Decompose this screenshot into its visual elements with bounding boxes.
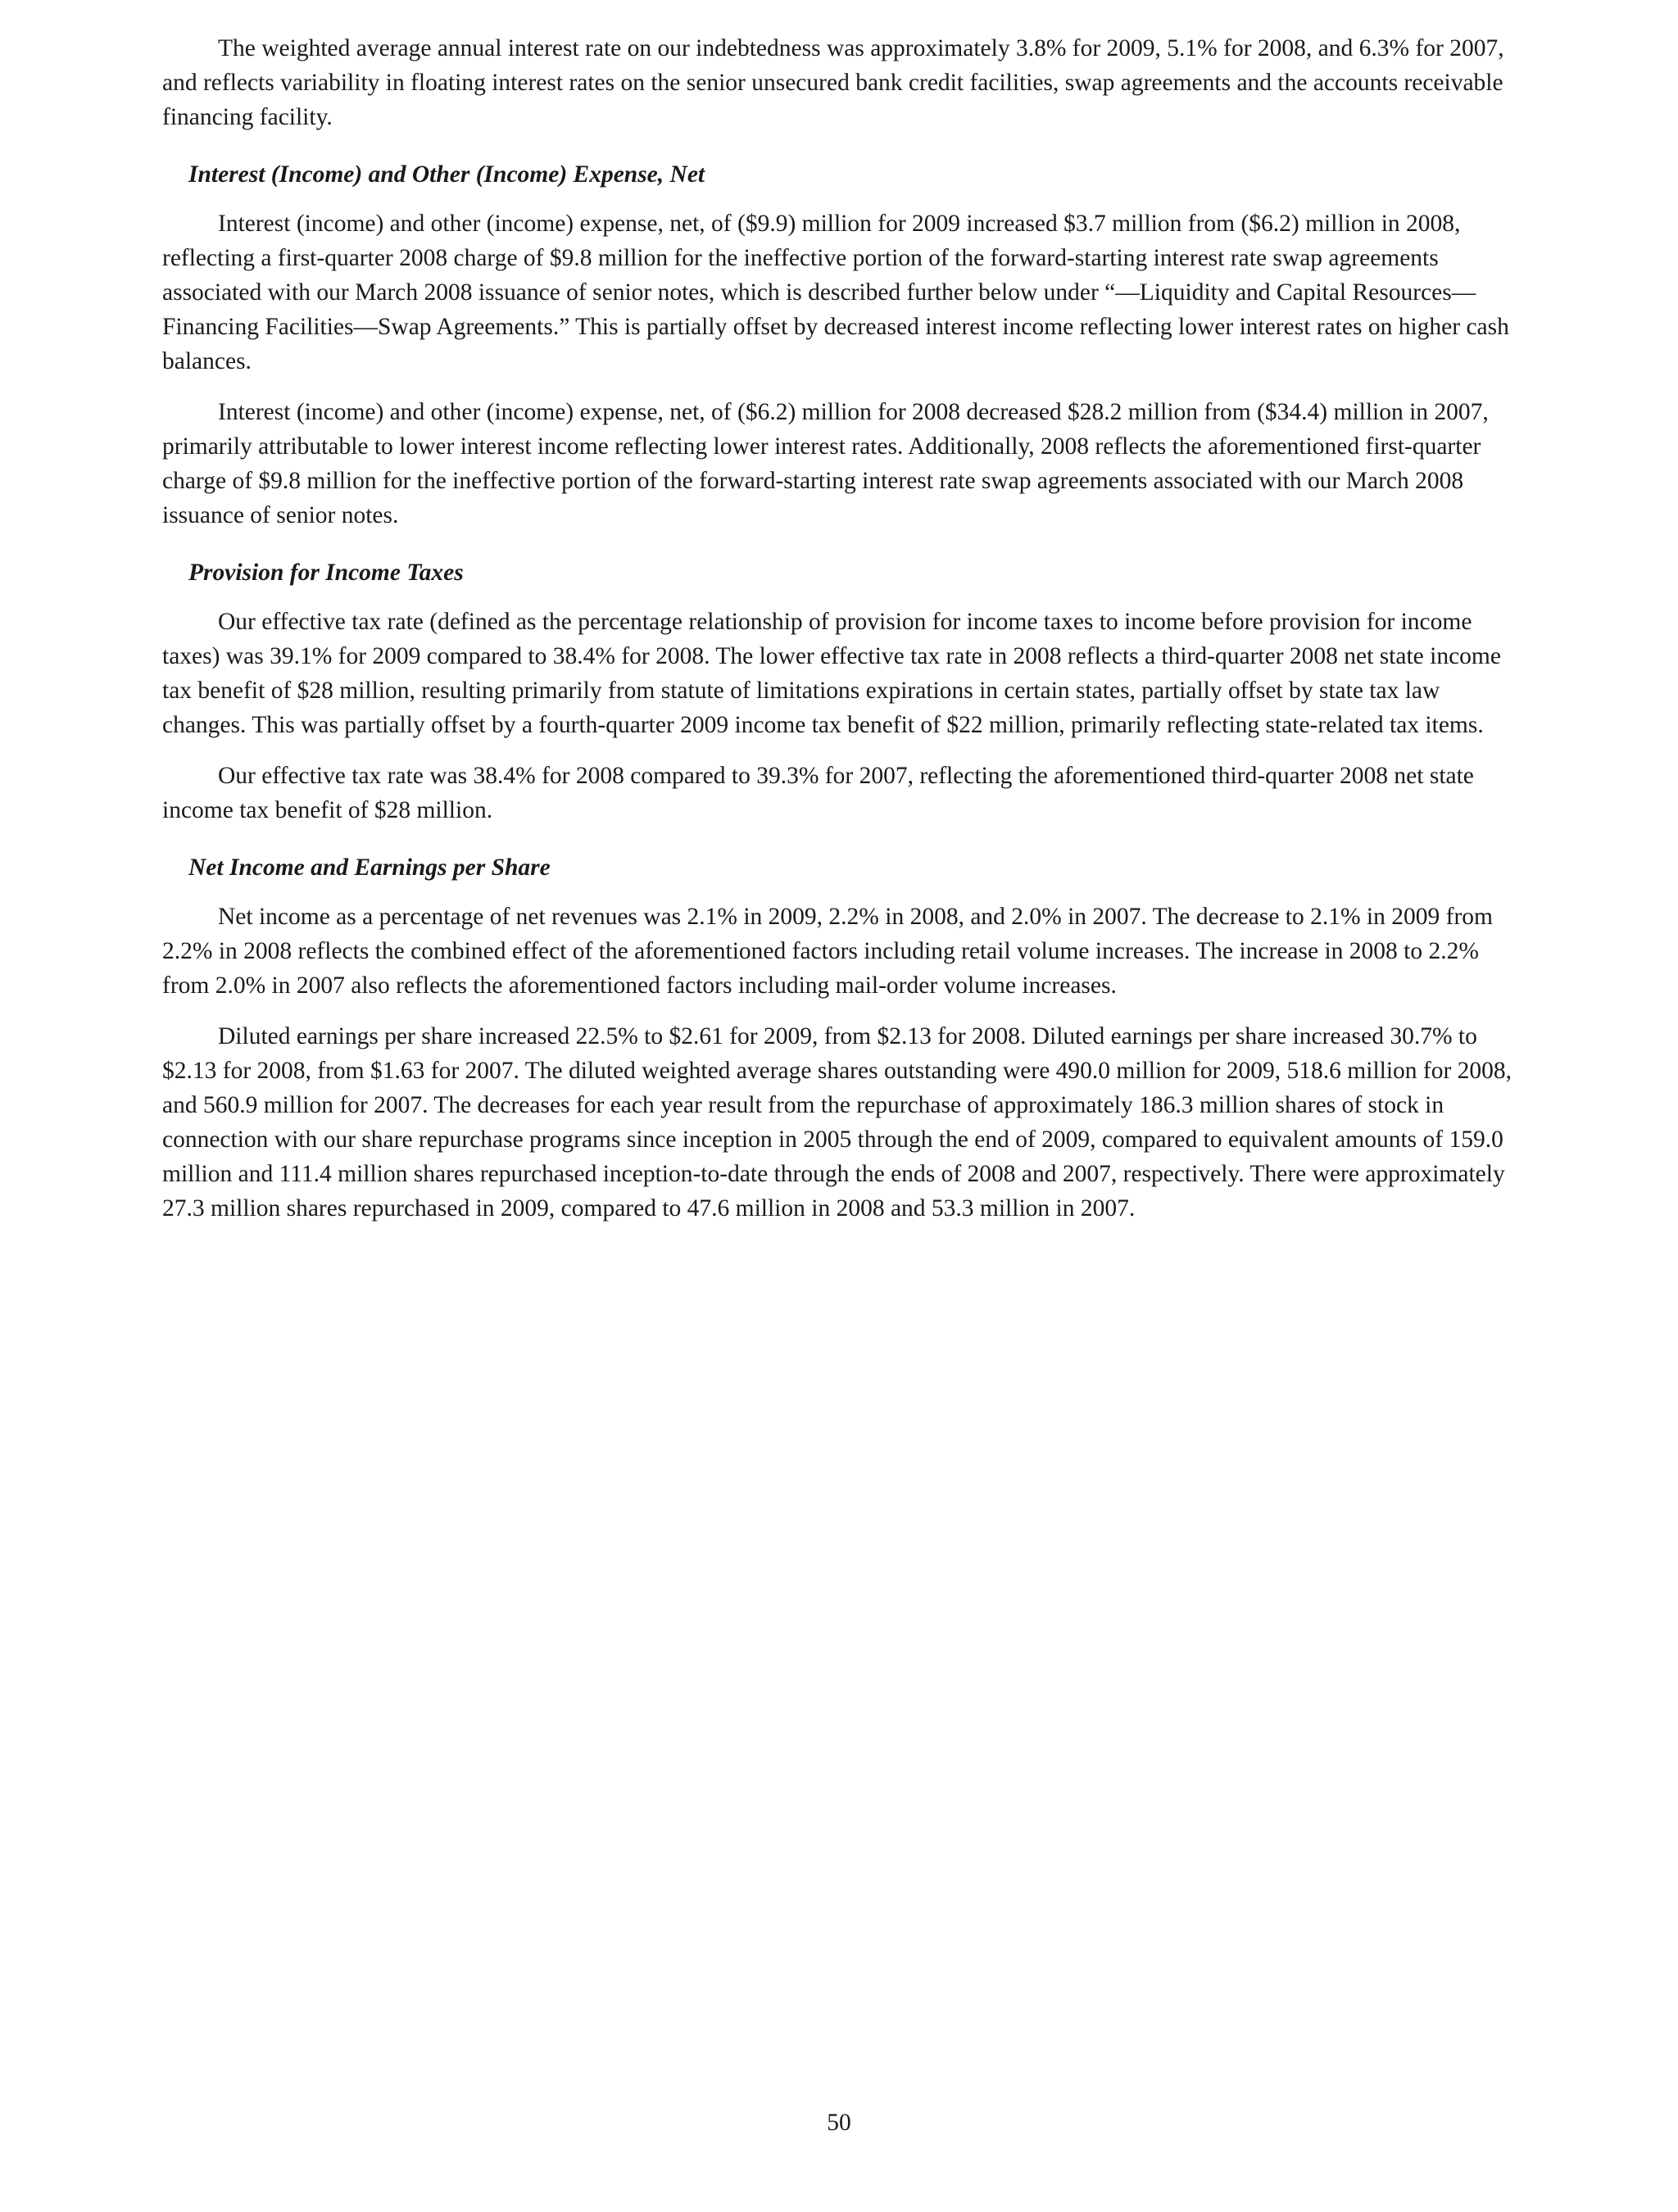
paragraph-interest-income-2009: Interest (income) and other (income) expense, net, of ($9.9) million for 2009 increased $3.7 million from ($6.2) million in 2008, reflecting a first-quarter 2008 charge of $9.8 million for the ineffective portion of the forward-starting interest rate swap agreements associated with our March 2008 issuance of senior notes, which is described further below under “—Liquidity and Capital Resources—Financing Facilities—Swap Agreements.” This is partially offset by decreased interest income reflecting lower interest rates on higher cash balances. [162,211,1509,374]
paragraph-interest-income-2008: Interest (income) and other (income) expense, net, of ($6.2) million for 2008 decreased $28.2 million from ($34.4) million in 2007, primarily attributable to lower interest income reflecting lower interest rates. Additionally, 2008 reflects the aforementioned first-quarter charge of $9.8 million for the ineffective portion of the forward-starting interest rate swap agreements associated with our March 2008 issuance of senior notes. [162,399,1489,528]
paragraph-tax-rate-2009: Our effective tax rate (defined as the percentage relationship of provision for income taxes to income before provision for income taxes) was 39.1% for 2009 compared to 38.4% for 2008. The lower effective tax rate in 2008 reflects a third-quarter 2008 net state income tax benefit of $28 million, resulting primarily from statute of limitations expirations in certain states, partially offset by state tax law changes. This was partially offset by a fourth-quarter 2009 income tax benefit of $22 million, primarily reflecting state-related tax items. [162,609,1501,738]
paragraph-tax-rate-2008: Our effective tax rate was 38.4% for 2008 compared to 39.3% for 2007, reflecting the aforementioned third-quarter 2008 net state income tax benefit of $28 million. [162,763,1474,823]
page-number: 50 [827,2110,851,2136]
paragraph-net-income: Net income as a percentage of net revenues was 2.1% in 2009, 2.2% in 2008, and 2.0% in 2007. The decrease to 2.1% in 2009 from 2.2% in 2008 reflects the combined effect of the aforementioned factors including retail volume increases. The increase in 2008 to 2.2% from 2.0% in 2007 also reflects the aforementioned factors including mail-order volume increases. [162,904,1493,999]
paragraph-diluted-eps: Diluted earnings per share increased 22.5% to $2.61 for 2009, from $2.13 for 2008. Diluted earnings per share increased 30.7% to $2.13 for 2008, from $1.63 for 2007. The diluted weighted average shares outstanding were 490.0 million for 2009, 518.6 million for 2008, and 560.9 million for 2007. The decreases for each year result from the repurchase of approximately 186.3 million shares of stock in connection with our share repurchase programs since inception in 2005 through the end of 2009, compared to equivalent amounts of 159.0 million and 111.4 million shares repurchased inception-to-date through the ends of 2008 and 2007, respectively. There were approximately 27.3 million shares repurchased in 2009, compared to 47.6 million in 2008 and 53.3 million in 2007. [162,1023,1512,1222]
heading-net-income-eps: Net Income and Earnings per Share [188,854,551,881]
document-body [162,31,1526,1226]
paragraph-interest-rate: The weighted average annual interest rate on our indebtedness was approximately 3.8% for 2009, 5.1% for 2008, and 6.3% for 2007, and reflects variability in floating interest rates on the senior unsecured bank credit facilities, swap agreements and the accounts receivable financing facility. [162,35,1504,130]
heading-income-taxes: Provision for Income Taxes [188,560,464,586]
heading-interest-income: Interest (Income) and Other (Income) Expense, Net [188,161,705,188]
